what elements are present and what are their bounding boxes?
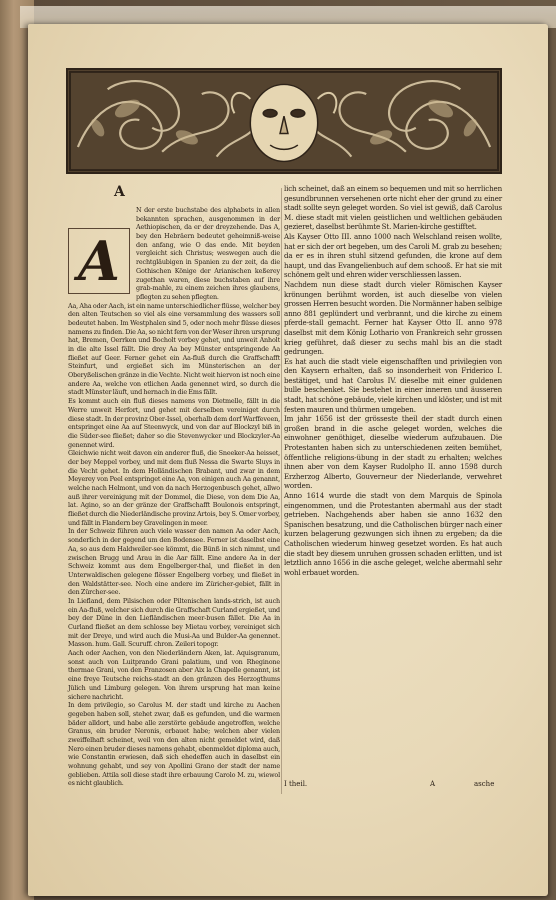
entry-paragraph: Es hat auch die stadt viele eigenschafften und privilegien von den Kaysern erhalten, daß so insonderheit von Friderico I. bestätiget, und hat Carolus IV. dieselbe mit einer guldenen bulle beschenket. Sie bestehet in einer inneren und äusseren stadt, hat schöne gebäude, viele kirchen und klöster, und ist mit festen mauren und thürmen umgeben. [284,356,502,414]
entry-paragraph: In Liefland, dem Pilsischen oder Piltenischen lands-strich, ist auch ein Aa-fluß, welcher sich durch die Graffschaft Curland ergießet, und bey der Düne in den Liefländischen meer-busen fället. Die Aa in Curland fließet an dem schlosse bey Mietau vorbey, vereiniget sich mit der Dreye, und wird auch die Musi-Aa und Bulder-Aa genennet. Masson. hum. Gall. Scuruff. chron. Zeileri topogr. [68,596,280,649]
entry-paragraph: Aach oder Aachen, von den Niederländern Aken, lat. Aquisgranum, sonst auch von Luitprando Grani palatium, und von Rheginone thermae Grani, von den Franzosen aber Aix la Chapelle genannt, ist eine freye Teutsche reichs-stadt an den gränzen des Herzogthums Jülich und Limburg gelegen. Von ihrem ursprung hat man keine sichere nachricht. [68,649,280,701]
entry-paragraph: Es kommt auch ein fluß dieses namens von Dietmelle, fällt in die Werre unweit Herfort, und gehet mit derselben vereiniget durch diese stadt. In der provinz Ober-Issel, oberhalb dem dorf Warffeveen, entspringet eine Aa auf Steenwyck, und von dar auf Blockzyl biß in die Süder-see fließet; daher so die Stevenwycker und Blockzyler-Aa genennet wird. [68,397,280,449]
right-column [284,184,502,577]
column-divider [281,188,282,794]
entry-paragraph: Nachdem nun diese stadt durch vieler Römischen Kayser krönungen berühmt worden, ist auch dieselbe von vielen grossen Herren besucht worden. Die Normänner haben selbige anno 881 geplündert und verbrannt, und die kirche zu einem pferde-stall gemacht. Ferner hat Kayser Otto II. anno 978 daselbst mit dem König Lothario von Frankreich sehr grossen krieg geführet, daß dieser zu sechs mahl bis an die stadt gedrungen. [284,279,502,357]
entry-lead: N der erste buchstabe des alphabets in allen bekannten sprachen, ausgenommen in der Aethiopischen, da er der dreyzehende. Das A, bey den Hebräern bedeutet geheimniß-weise den anfang, wie O das ende. Mit beyden vergleicht sich Christus; weswegen auch die rechtgläubigen in Spanien zu der zeit, da die Gothischen Könige der Arianischen keßerey zugethan waren, diese buchstaben auf ihre grab-mahle, zu einem zeichen ihres glaubens, pflegten zu sehen pflegten. [136,206,280,301]
entry-paragraph: Gleichwie nicht weit davon ein anderer fluß, die Sneeker-Aa heisset, der bey Meppel vorbey, und mit dem fluß Nessa die Swarte Sluys in die Vecht gehet. In dem Holländischen Brabant, und zwar in dem Meyerey von Peel entspringet eine Aa, von einigen auch Aa genannt, welche nach Helmont, und von da nach Herzogenbusch gehet, allwo auß ihrer vereinigung mit der Dommel, die Diese, von dem Die Aa, lat. Agino, so an der gränze der Graffschafft Boulonois entspringt, fließet durch die Niederländische provinz Artois, bey S. Omer vorbey, und fällt in Flandern bey Gravelingen in meer. [68,449,280,527]
catchword: asche [474,780,495,788]
entry-paragraph: Als Kayser Otto III. anno 1000 nach Welschland reisen wollte, hat er sich der ort begeben, um des Caroli M. grab zu besehen; da er es in ihren stuhl sitzend gefunden, die krone auf dem haupt, und das Evangelienbuch auf dem schooß. Er hat sie mit schönem gelt und ehren wider verschliessen lassen. [284,231,502,280]
decorated-initial: A [68,228,130,294]
entry-paragraph: Im jahr 1656 ist der grösseste theil der stadt durch einen großen brand in die asche geleget worden, welches die einwohner genöthiget, dieselbe wiederum aufzubauen. Die Protestanten haben sich zu unterschiedenen zeiten bemühet, öffentliche religions-übung in der stadt zu erhalten; welches ihnen aber von dem Kayser Rudolpho II. anno 1598 durch Erzherzog Alberto, Gouverneur der Niederlande, verwehret worden. [284,414,502,491]
ornament-foliage-icon [68,70,500,172]
entry-paragraph: In dem privilegio, so Carolus M. der stadt und kirche zu Aachen gegeben haben soll, stehet zwar, daß es gefunden, und die warmen bäder alldort, und habe alle zerstörte gebäude angetroffen, welche Granus, ein bruder Neronis, erbauet habe; welchen aber vielen zweiffelhaft scheinet, weil von den alten nicht gemeldet wird, daß Nero einen bruder dieses namens gehabt, ebenmeldet diploma auch, wie Constantin erwiesen, daß sich ehedeffen auch in daselbst ein wohnung gehabt, und sey von Apollini Grano der stadt der name geblieben. Attila soll diese stadt ihre erbauung Carolo M. zu, wiewol es nicht glaublich. [68,701,280,788]
volume-mark: I theil. [284,780,308,788]
entry-paragraph: Aa, Aha oder Aach, ist ein name unterschiedlicher flüsse, welcher bey den alten Teutschen so viel als eine versammlung des wassers soll bedeutet haben. Im Westphalen sind 5, oder noch mehr flüsse dieses namens zu finden. Die Aa, so nicht fern von der Weser ihren ursprung hat, Bremen, Oerrken und Bocholt vorbey gehet, und unweit Anholt in die alte Issel fällt. Die drey Aa bey Münster entspringende Aa fließet auf Geer. Ferner gehet ein Aa-fluß durch die Graffschafft Steinfurt, und ergießet sich im Münsterischen an der Oberyßelischen gränze in die Vechte. Nicht weit hiervon ist noch eine andere Aa, welche von etlichen Aada genennet wird, so durch die stadt Münster läuft, und hernach in die Ems fällt. [68,301,280,397]
entry-paragraph: lich scheinet, daß an einem so bequemen und mit so herrlichen gesundbrunnen versehenen orte nicht eher der grund zu einer stadt sollte seyn geleget worden. So viel ist gewiß, daß Carolus M. diese stadt mit vielen geistlichen und weltlichen gebäuden gezieret, daselbst berühmte St. Marien-kirche gestifftet. [284,184,502,232]
left-column [68,184,280,788]
woodcut-headpiece [66,68,502,174]
entry-paragraph: In der Schweiz führen auch viele wasser den namen Aa oder Aach, sonderlich in der gegend um den Bodensee. Ferner ist daselbst eine Aa, so aus dem Haldweiler-see kömmt, die Bünß in sich nimmt, und zwischen Brugg und Arau in die Aar fällt. Eine andere Aa in der Schweiz kommt aus dem Engelberger-thal, und fließet in den Unterwaldischen gelegene flösser Engelberg vorbey, und fließet in den Waldstätter-see. Noch eine andere im Züricher-gebiet, fällt in den Zürcher-see. [68,527,280,597]
column-heading-letter: A [114,184,125,200]
signature-mark: A [430,780,436,788]
entry-paragraph: Anno 1614 wurde die stadt von dem Marquis de Spinola eingenommen, und die Protestanten abermahl aus der stadt getrieben. Nachgehends aber haben sie anno 1632 den Spanischen besatzung, und die Catholischen bürger nach einer kurzen belagerung gezwungen sich ihnen zu ergeben; da die Catholischen wiederum hinweg gesetzet worden. Es hat auch die stadt bey diesem unruhen grossen schaden erlitten, und ist letztlich anno 1656 in die asche geleget, welche abermahl sehr wohl erbauet worden. [284,491,502,577]
